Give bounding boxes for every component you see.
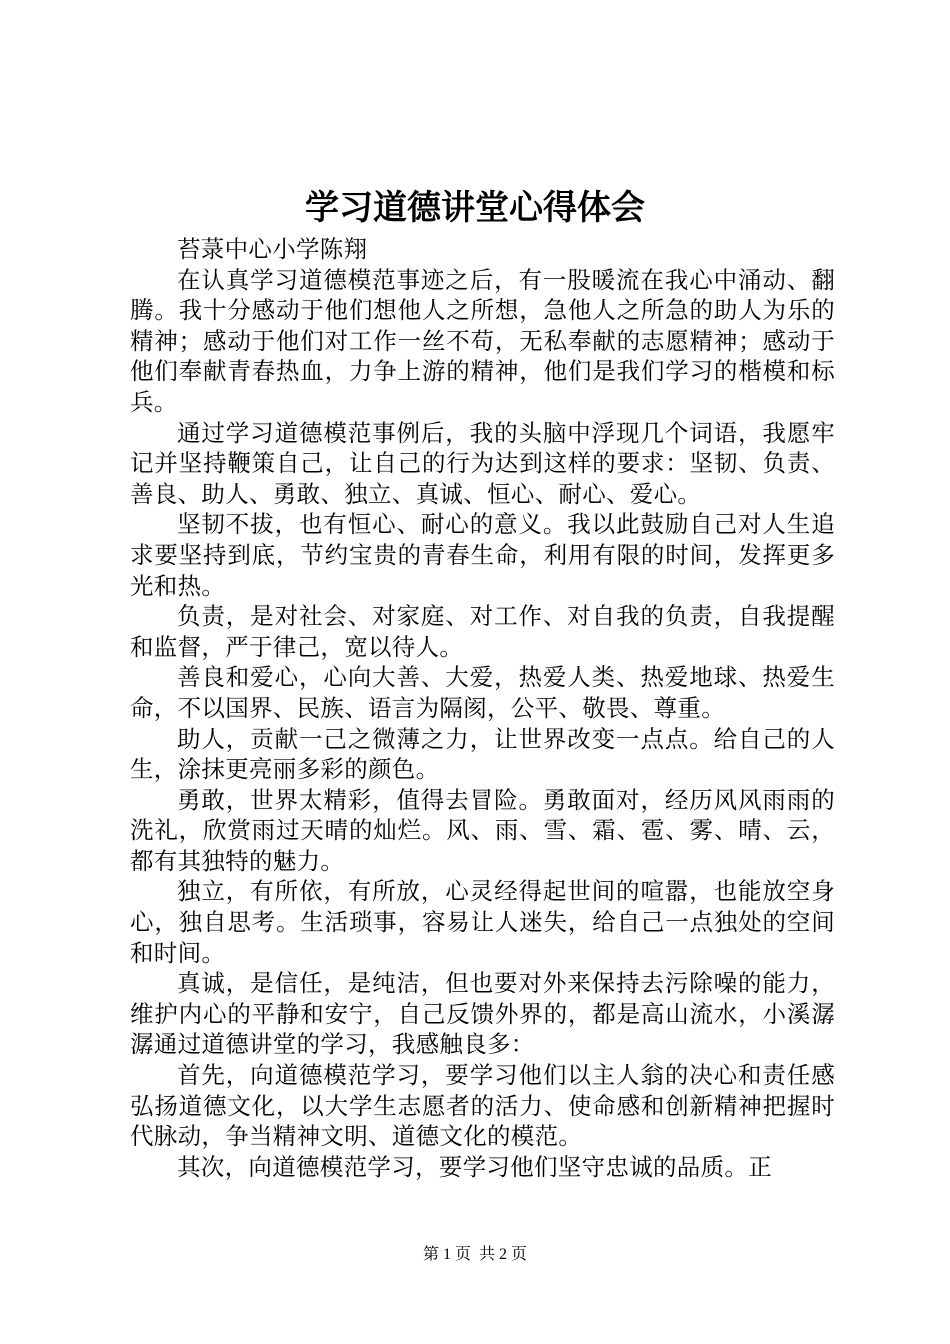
paragraph: 助人，贡献一己之微薄之力，让世界改变一点点。给自己的人生，涂抹更亮丽多彩的颜色。 (130, 724, 835, 784)
page-footer (0, 1244, 950, 1266)
author-line: 苔菉中心小学陈翔 (177, 235, 368, 263)
paragraph: 其次，向道德模范学习，要学习他们坚守忠诚的品质。正 (177, 1152, 772, 1181)
paragraph: 独立，有所依，有所放，心灵经得起世间的喧嚣，也能放空身心，独自思考。生活琐事，容易让人迷失，给自己一点独处的空间和时间。 (130, 877, 835, 967)
page-number: 第 1 页 共 2 页 (422, 1246, 527, 1263)
paragraph: 负责，是对社会、对家庭、对工作、对自我的负责，自我提醒和监督，严于律己，宽以待人。 (130, 602, 835, 661)
paragraph: 勇敢，世界太精彩，值得去冒险。勇敢面对，经历风风雨雨的洗礼，欣赏雨过天晴的灿烂。风、雨、雪、霜、雹、雾、晴、云，都有其独特的魅力。 (130, 785, 835, 875)
page-title: 学习道德讲堂心得体会 (305, 188, 645, 228)
paragraph: 通过学习道德模范事例后，我的头脑中浮现几个词语，我愿牢记并坚持鞭策自己，让自己的行为达到这样的要求：坚韧、负责、善良、助人、勇敢、独立、真诚、恒心、耐心、爱心。 (130, 418, 835, 508)
paragraph: 善良和爱心，心向大善、大爱，热爱人类、热爱地球、热爱生命，不以国界、民族、语言为隔阂，公平、敬畏、尊重。 (130, 663, 835, 722)
paragraph: 在认真学习道德模范事迹之后，有一股暖流在我心中涌动、翻腾。我十分感动于他们想他人之所想，急他人之所急的助人为乐的精神；感动于他们对工作一丝不苟，无私奉献的志愿精神；感动于他们奉献青春热血，力争上游的精神，他们是我们学习的楷模和标兵。 (130, 265, 835, 416)
document-body (130, 234, 835, 1182)
paragraph: 真诚，是信任，是纯洁，但也要对外来保持去污除噪的能力，维护内心的平静和安宁，自己反馈外界的，都是高山流水，小溪潺潺通过道德讲堂的学习，我感触良多： (130, 969, 835, 1059)
paragraph: 坚韧不拔，也有恒心、耐心的意义。我以此鼓励自己对人生追求要坚持到底，节约宝贵的青春生命，利用有限的时间，发挥更多光和热。 (130, 510, 835, 600)
paragraph: 首先，向道德模范学习，要学习他们以主人翁的决心和责任感弘扬道德文化，以大学生志愿者的活力、使命感和创新精神把握时代脉动，争当精神文明、道德文化的模范。 (130, 1061, 835, 1151)
